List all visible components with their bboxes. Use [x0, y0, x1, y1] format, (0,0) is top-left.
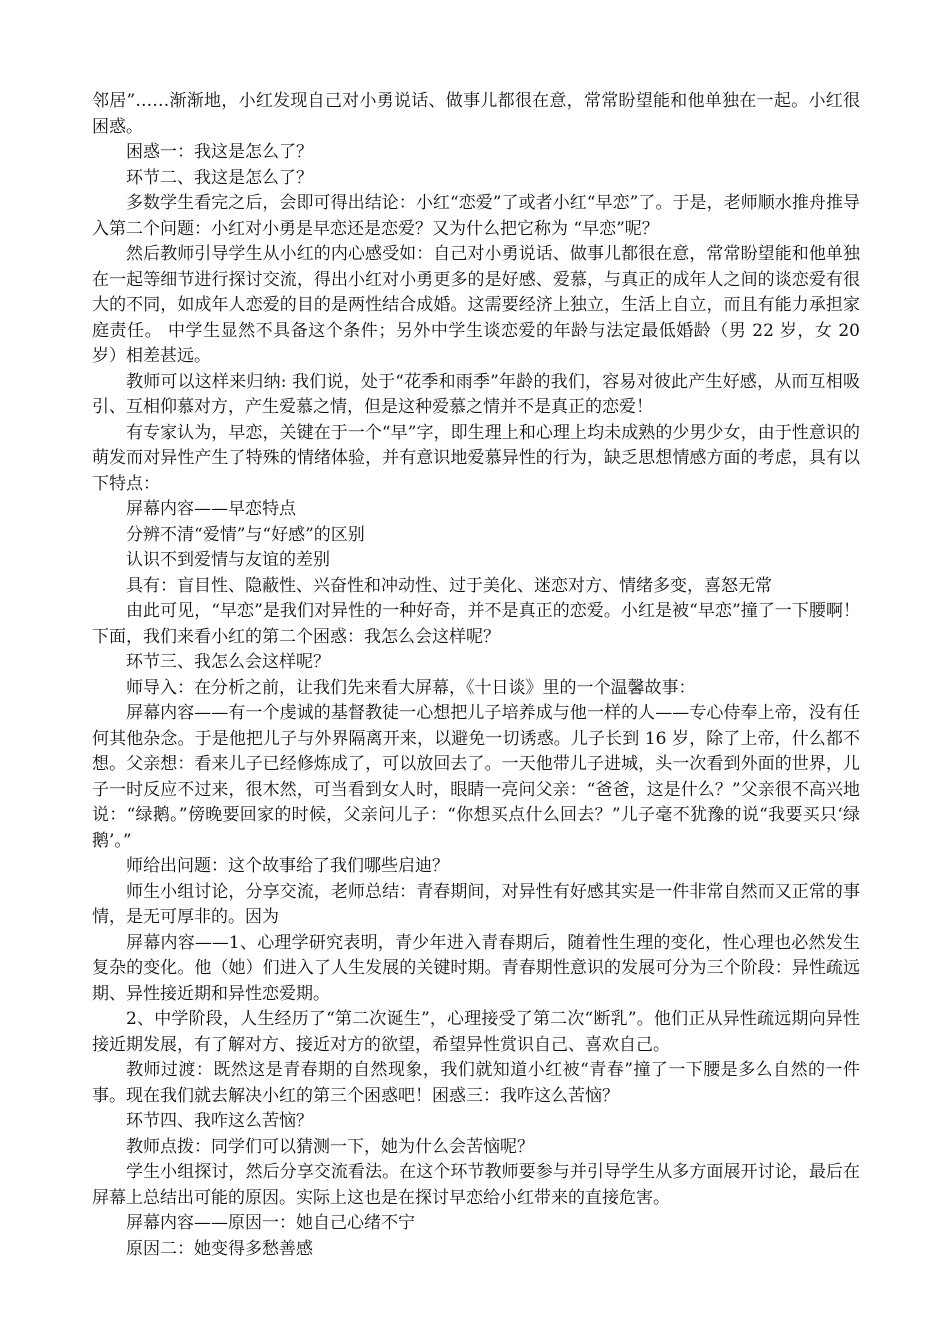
section-heading: 环节二、我这是怎么了？: [126, 167, 313, 188]
screen-content-line: 具有：盲目性、隐蔽性、兴奋性和冲动性、过于美化、迷恋对方、情绪多变，喜怒无常: [126, 575, 772, 596]
section-heading: 环节三、我怎么会这样呢？: [126, 652, 330, 672]
screen-content-line: 认识不到爱情与友谊的差别: [126, 550, 330, 570]
paragraph: 然后教师引导学生从小红的内心感受如：自己对小勇说话、做事儿都很在意，常常盼望能和他单独在一起等细节进行探讨交流，得出小红对小勇更多的是好感、爱慕，与真正的成年人之间的谈恋爱有很大的不同，如成年人恋爱的目的是两性结合成婚。这需要经济上独立，生活上自立，而且有能力承担家庭责任。 中学生显然不具备这个条件；另外中学生谈恋爱的年龄与法定最低婚龄（男 22 岁，女 20 岁）相差甚远。: [92, 244, 860, 366]
paragraph: 多数学生看完之后，会即可得出结论：小红“恋爱”了或者小红“早恋”了。于是，老师顺水推舟推导入第二个问题：小红对小勇是早恋还是恋爱？又为什么把它称为 “早恋”呢？: [92, 193, 860, 239]
paragraph: 师生小组讨论，分享交流，老师总结：青春期间，对异性有好感其实是一件非常自然而又正常的事情，是无可厚非的。因为: [92, 881, 860, 927]
paragraph: 师给出问题：这个故事给了我们哪些启迪？: [126, 856, 449, 876]
screen-content-line: 分辨不清“爱情”与“好感”的区别: [126, 524, 365, 545]
paragraph: 困惑一：我这是怎么了？: [126, 142, 313, 162]
paragraph: 教师可以这样来归纳: 我们说，处于“花季和雨季”年龄的我们，容易对彼此产生好感，从而互相吸引、互相仰慕对方，产生爱慕之情，但是这种爱慕之情并不是真正的恋爱！: [92, 371, 860, 417]
screen-content-line: 屏幕内容——原因一：她自己心绪不宁: [126, 1213, 415, 1233]
paragraph: 邻居”……渐渐地，小红发现自己对小勇说话、做事儿都很在意，常常盼望能和他单独在一起。小红很困惑。: [92, 91, 860, 137]
paragraph: 教师过渡：既然这是青春期的自然现象，我们就知道小红被“青春”撞了一下腰是多么自然的一件事。现在我们就去解决小红的第三个困惑吧！困惑三：我咋这么苦恼？: [92, 1060, 860, 1106]
screen-content-line: 屏幕内容——早恋特点: [126, 499, 296, 519]
paragraph: 学生小组探讨，然后分享交流看法。在这个环节教师要参与并引导学生从多方面展开讨论，最后在屏幕上总结出可能的原因。实际上这也是在探讨早恋给小红带来的直接危害。: [92, 1162, 860, 1208]
document-body: [92, 89, 860, 1262]
paragraph: 2、中学阶段，人生经历了“第二次诞生”，心理接受了第二次“断乳”。他们正从异性疏远期向异性接近期发展，有了解对方、接近对方的欲望，希望异性赏识自己、喜欢自己。: [92, 1009, 860, 1055]
paragraph: 师导入：在分析之前，让我们先来看大屏幕，《十日谈》里的一个温馨故事：: [126, 677, 696, 698]
section-heading: 环节四、我咋这么苦恼？: [126, 1111, 313, 1131]
screen-content-line: 屏幕内容——有一个虔诚的基督教徒一心想把儿子培养成与他一样的人——专心侍奉上帝，没有任何其他杂念。于是他把儿子与外界隔离开来，以避免一切诱惑。儿子长到 16 岁，除了上帝，什么都不想。父亲想：看来儿子已经修炼成了，可以放回去了。一天他带儿子进城，头一次看到外面的世界，儿子一时反应不过来，很木然，可当看到女人时，眼睛一亮问父亲：“爸爸，这是什么？”父亲很不高兴地说：“绿鹅。”傍晚要回家的时候，父亲问儿子：“你想买点什么回去？”儿子毫不犹豫的说“我要买只‘绿鹅’。”: [92, 703, 860, 851]
paragraph: 由此可见，“早恋”是我们对异性的一种好奇，并不是真正的恋爱。小红是被“早恋”撞了一下腰啊！下面，我们来看小红的第二个困惑：我怎么会这样呢？: [92, 601, 860, 647]
screen-content-line: 屏幕内容——1、心理学研究表明，青少年进入青春期后，随着性生理的变化，性心理也必然发生复杂的变化。他（她）们进入了人生发展的关键时期。青春期性意识的发展可分为三个阶段：异性疏远期、异性接近期和异性恋爱期。: [92, 932, 860, 1004]
paragraph: 教师点拨：同学们可以猜测一下，她为什么会苦恼呢？: [126, 1136, 534, 1157]
screen-content-line: 原因二：她变得多愁善感: [126, 1238, 313, 1259]
paragraph: 有专家认为，早恋，关键在于一个“早”字，即生理上和心理上均未成熟的少男少女，由于性意识的萌发而对异性产生了特殊的情绪体验，并有意识地爱慕异性的行为，缺乏思想情感方面的考虑，具有以下特点：: [92, 422, 860, 494]
